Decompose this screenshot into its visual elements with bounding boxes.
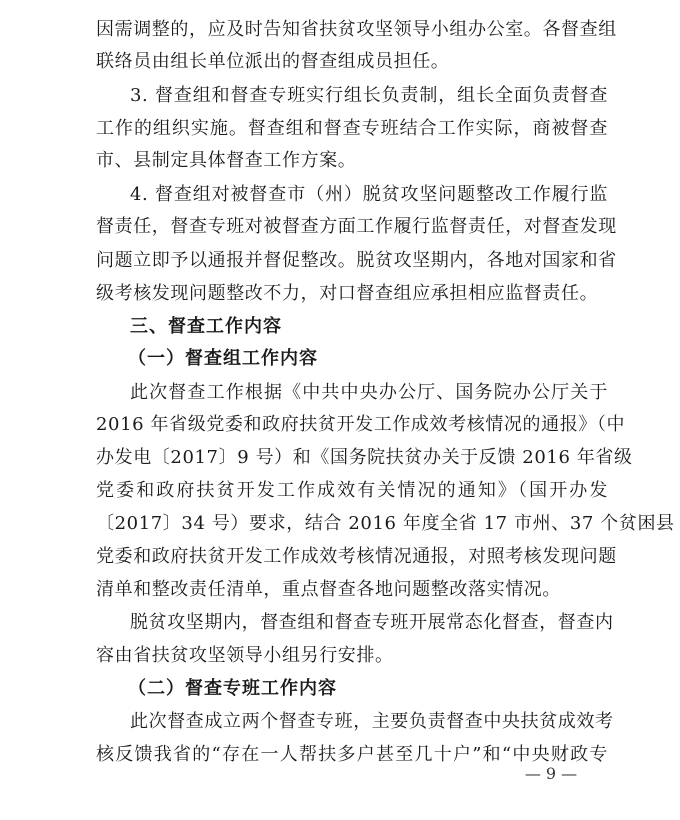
text-line-6: 4. 督查组对被督查市（州）脱贫攻坚问题整改工作履行监: [130, 184, 608, 205]
text-line-8: 问题立即予以通报并督促整改。脱贫攻坚期内，各地对国家和省: [96, 250, 617, 271]
text-line-2: 联络员由组长单位派出的督查组成员担任。: [96, 51, 450, 72]
text-line-4: 工作的组织实施。督查组和督查专班结合工作实际，商被督查: [96, 118, 608, 139]
text-line-18: 清单和整改责任清单，重点督查各地问题整改落实情况。: [96, 579, 561, 600]
text-line-22: 此次督查成立两个督查专班，主要负责督查中央扶贫成效考: [130, 711, 614, 732]
text-line-20: 容由省扶贫攻坚领导小组另行安排。: [96, 645, 394, 666]
text-line-13: 2016 年省级党委和政府扶贫开发工作成效考核情况的通报》（中: [96, 414, 626, 435]
text-line-5: 市、县制定具体督查工作方案。: [96, 150, 357, 171]
text-line-12: 此次督查工作根据《中共中央办公厅、国务院办公厅关于: [130, 382, 608, 403]
text-line-1: 因需调整的，应及时告知省扶贫攻坚领导小组办公室。各督查组: [96, 19, 617, 40]
text-line-3: 3. 督查组和督查专班实行组长负责制，组长全面负责督查: [130, 85, 608, 106]
page-number: — 9 —: [524, 764, 578, 783]
text-line-16: 〔2017〕34 号）要求，结合 2016 年度全省 17 市州、37 个贫困县: [96, 513, 675, 534]
subsection-heading-2: （二）督查专班工作内容: [128, 678, 337, 699]
subsection-heading-1: （一）督查组工作内容: [128, 348, 318, 369]
section-heading: 三、督查工作内容: [130, 316, 282, 337]
text-line-15: 党委和政府扶贫开发工作成效有关情况的通知》（国开办发: [96, 480, 608, 501]
text-line-23: 核反馈我省的“存在一人帮扶多户甚至几十户”和“中央财政专: [96, 744, 608, 765]
text-line-17: 党委和政府扶贫开发工作成效考核情况通报，对照考核发现问题: [96, 546, 617, 567]
text-line-9: 级考核发现问题整改不力，对口督查组应承担相应监督责任。: [96, 283, 599, 304]
text-line-14: 办发电〔2017〕9 号）和《国务院扶贫办关于反馈 2016 年省级: [96, 447, 633, 468]
text-line-19: 脱贫攻坚期内，督查组和督查专班开展常态化督查，督查内: [130, 612, 614, 633]
text-line-7: 督责任，督查专班对被督查方面工作履行监督责任，对督查发现: [96, 216, 617, 237]
